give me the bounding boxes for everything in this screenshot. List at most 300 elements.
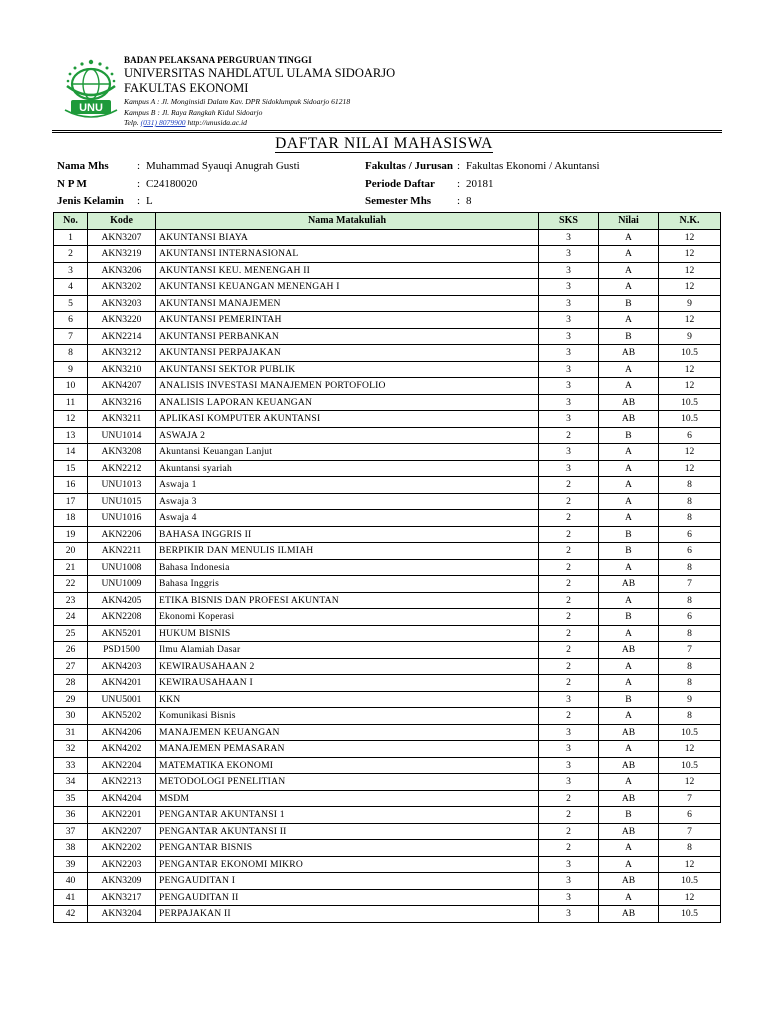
table-row bbox=[54, 724, 721, 741]
cell-kode: UNU5001 bbox=[88, 691, 156, 708]
cell-nk: 12 bbox=[659, 262, 721, 279]
cell-nilai: AB bbox=[599, 394, 659, 411]
cell-nk: 7 bbox=[659, 823, 721, 840]
cell-kode: AKN4201 bbox=[88, 675, 156, 692]
student-info-right bbox=[365, 158, 600, 211]
table-row bbox=[54, 642, 721, 659]
table-row bbox=[54, 840, 721, 857]
cell-nilai: B bbox=[599, 526, 659, 543]
cell-kode: AKN2202 bbox=[88, 840, 156, 857]
cell-nilai: A bbox=[599, 774, 659, 791]
letterhead bbox=[124, 54, 395, 129]
cell-nama: AKUNTANSI PERBANKAN bbox=[156, 328, 539, 345]
cell-sks: 3 bbox=[539, 312, 599, 329]
cell-no: 19 bbox=[54, 526, 88, 543]
fakultas-value: Fakultas Ekonomi / Akuntansi bbox=[466, 160, 600, 172]
cell-kode: AKN2208 bbox=[88, 609, 156, 626]
cell-kode: AKN3210 bbox=[88, 361, 156, 378]
cell-no: 15 bbox=[54, 460, 88, 477]
cell-no: 25 bbox=[54, 625, 88, 642]
cell-sks: 3 bbox=[539, 741, 599, 758]
website-text[interactable]: http://unusida.ac.id bbox=[187, 118, 247, 127]
cell-nk: 12 bbox=[659, 312, 721, 329]
cell-sks: 2 bbox=[539, 543, 599, 560]
table-row bbox=[54, 295, 721, 312]
info-row-npm: N P M : C24180020 bbox=[57, 176, 300, 194]
cell-sks: 3 bbox=[539, 889, 599, 906]
cell-nilai: A bbox=[599, 477, 659, 494]
cell-nk: 12 bbox=[659, 444, 721, 461]
cell-nama: HUKUM BISNIS bbox=[156, 625, 539, 642]
table-row bbox=[54, 543, 721, 560]
cell-nilai: AB bbox=[599, 873, 659, 890]
cell-nama: AKUNTANSI KEUANGAN MENENGAH I bbox=[156, 279, 539, 296]
cell-nilai: AB bbox=[599, 757, 659, 774]
cell-nilai: A bbox=[599, 856, 659, 873]
cell-no: 38 bbox=[54, 840, 88, 857]
cell-no: 3 bbox=[54, 262, 88, 279]
cell-kode: AKN3209 bbox=[88, 873, 156, 890]
cell-nilai: AB bbox=[599, 790, 659, 807]
table-row bbox=[54, 576, 721, 593]
cell-nilai: A bbox=[599, 262, 659, 279]
cell-nk: 7 bbox=[659, 576, 721, 593]
cell-sks: 3 bbox=[539, 361, 599, 378]
table-row bbox=[54, 477, 721, 494]
table-row bbox=[54, 559, 721, 576]
cell-nk: 12 bbox=[659, 774, 721, 791]
header-kode: Kode bbox=[88, 213, 156, 230]
telp-label: Telp. bbox=[124, 118, 139, 127]
info-row-semester: Semester Mhs : 8 bbox=[365, 193, 600, 211]
cell-nk: 9 bbox=[659, 691, 721, 708]
table-row bbox=[54, 889, 721, 906]
cell-no: 33 bbox=[54, 757, 88, 774]
cell-sks: 2 bbox=[539, 592, 599, 609]
cell-nama: APLIKASI KOMPUTER AKUNTANSI bbox=[156, 411, 539, 428]
cell-no: 41 bbox=[54, 889, 88, 906]
cell-nama: PENGAUDITAN II bbox=[156, 889, 539, 906]
fakultas-label: Fakultas / Jurusan bbox=[365, 160, 454, 172]
table-row bbox=[54, 790, 721, 807]
table-row bbox=[54, 361, 721, 378]
cell-sks: 3 bbox=[539, 856, 599, 873]
cell-nama: ANALISIS INVESTASI MANAJEMEN PORTOFOLIO bbox=[156, 378, 539, 395]
cell-sks: 2 bbox=[539, 807, 599, 824]
cell-nk: 8 bbox=[659, 592, 721, 609]
cell-nilai: AB bbox=[599, 411, 659, 428]
cell-nk: 6 bbox=[659, 807, 721, 824]
cell-nama: KEWIRAUSAHAAN 2 bbox=[156, 658, 539, 675]
cell-nk: 9 bbox=[659, 295, 721, 312]
cell-nama: PERPAJAKAN II bbox=[156, 906, 539, 923]
cell-no: 17 bbox=[54, 493, 88, 510]
cell-nilai: AB bbox=[599, 823, 659, 840]
cell-sks: 3 bbox=[539, 444, 599, 461]
cell-kode: AKN3219 bbox=[88, 246, 156, 263]
table-row bbox=[54, 493, 721, 510]
header-nama: Nama Matakuliah bbox=[156, 213, 539, 230]
cell-nama: KEWIRAUSAHAAN I bbox=[156, 675, 539, 692]
cell-nilai: A bbox=[599, 889, 659, 906]
cell-no: 5 bbox=[54, 295, 88, 312]
semester-label: Semester Mhs bbox=[365, 195, 432, 207]
cell-kode: AKN2207 bbox=[88, 823, 156, 840]
cell-no: 39 bbox=[54, 856, 88, 873]
cell-nilai: A bbox=[599, 460, 659, 477]
cell-no: 34 bbox=[54, 774, 88, 791]
cell-nilai: A bbox=[599, 840, 659, 857]
cell-nk: 6 bbox=[659, 427, 721, 444]
cell-nama: AKUNTANSI PERPAJAKAN bbox=[156, 345, 539, 362]
cell-nilai: A bbox=[599, 444, 659, 461]
cell-nama: MATEMATIKA EKONOMI bbox=[156, 757, 539, 774]
cell-nama: AKUNTANSI PEMERINTAH bbox=[156, 312, 539, 329]
table-row bbox=[54, 741, 721, 758]
table-row bbox=[54, 444, 721, 461]
cell-kode: AKN4207 bbox=[88, 378, 156, 395]
cell-nk: 6 bbox=[659, 609, 721, 626]
contact-line bbox=[124, 118, 395, 129]
cell-sks: 2 bbox=[539, 658, 599, 675]
jk-label: Jenis Kelamin bbox=[57, 195, 124, 207]
cell-sks: 3 bbox=[539, 411, 599, 428]
cell-nama: MSDM bbox=[156, 790, 539, 807]
cell-no: 24 bbox=[54, 609, 88, 626]
agency-name: BADAN PELAKSANA PERGURUAN TINGGI bbox=[124, 55, 312, 65]
cell-no: 13 bbox=[54, 427, 88, 444]
cell-kode: AKN3203 bbox=[88, 295, 156, 312]
info-row-fakultas: Fakultas / Jurusan : Fakultas Ekonomi / Akuntansi bbox=[365, 158, 600, 176]
table-row bbox=[54, 427, 721, 444]
university-name: UNIVERSITAS NAHDLATUL ULAMA SIDOARJO bbox=[124, 66, 396, 80]
cell-nk: 8 bbox=[659, 658, 721, 675]
table-row bbox=[54, 906, 721, 923]
cell-nilai: A bbox=[599, 510, 659, 527]
info-row-periode: Periode Daftar : 20181 bbox=[365, 176, 600, 194]
table-row bbox=[54, 708, 721, 725]
cell-nama: Akuntansi syariah bbox=[156, 460, 539, 477]
cell-nama: Akuntansi Keuangan Lanjut bbox=[156, 444, 539, 461]
header-divider-top bbox=[52, 130, 722, 131]
cell-sks: 3 bbox=[539, 394, 599, 411]
cell-sks: 2 bbox=[539, 609, 599, 626]
cell-nama: AKUNTANSI KEU. MENENGAH II bbox=[156, 262, 539, 279]
cell-sks: 2 bbox=[539, 642, 599, 659]
page-title-text: DAFTAR NILAI MAHASISWA bbox=[275, 135, 493, 152]
cell-no: 7 bbox=[54, 328, 88, 345]
jk-value: L bbox=[146, 195, 153, 207]
cell-no: 21 bbox=[54, 559, 88, 576]
cell-nilai: AB bbox=[599, 642, 659, 659]
cell-sks: 3 bbox=[539, 262, 599, 279]
cell-sks: 2 bbox=[539, 625, 599, 642]
cell-nama: ETIKA BISNIS DAN PROFESI AKUNTAN bbox=[156, 592, 539, 609]
cell-nk: 10.5 bbox=[659, 757, 721, 774]
cell-nilai: A bbox=[599, 741, 659, 758]
cell-kode: AKN5202 bbox=[88, 708, 156, 725]
cell-no: 23 bbox=[54, 592, 88, 609]
cell-nk: 12 bbox=[659, 229, 721, 246]
cell-nk: 9 bbox=[659, 328, 721, 345]
cell-kode: AKN4202 bbox=[88, 741, 156, 758]
cell-kode: AKN3204 bbox=[88, 906, 156, 923]
cell-kode: UNU1014 bbox=[88, 427, 156, 444]
cell-no: 32 bbox=[54, 741, 88, 758]
cell-kode: AKN2206 bbox=[88, 526, 156, 543]
cell-nk: 8 bbox=[659, 477, 721, 494]
cell-sks: 3 bbox=[539, 873, 599, 890]
cell-sks: 3 bbox=[539, 460, 599, 477]
cell-kode: AKN5201 bbox=[88, 625, 156, 642]
cell-kode: UNU1015 bbox=[88, 493, 156, 510]
cell-sks: 2 bbox=[539, 790, 599, 807]
cell-nk: 8 bbox=[659, 708, 721, 725]
cell-kode: AKN3212 bbox=[88, 345, 156, 362]
table-row bbox=[54, 526, 721, 543]
cell-kode: UNU1016 bbox=[88, 510, 156, 527]
table-row bbox=[54, 658, 721, 675]
cell-nama: MANAJEMEN KEUANGAN bbox=[156, 724, 539, 741]
cell-no: 1 bbox=[54, 229, 88, 246]
cell-nama: AKUNTANSI BIAYA bbox=[156, 229, 539, 246]
cell-nama: MANAJEMEN PEMASARAN bbox=[156, 741, 539, 758]
cell-no: 9 bbox=[54, 361, 88, 378]
cell-nilai: A bbox=[599, 229, 659, 246]
cell-sks: 2 bbox=[539, 526, 599, 543]
table-row bbox=[54, 757, 721, 774]
cell-nilai: A bbox=[599, 246, 659, 263]
table-row bbox=[54, 774, 721, 791]
cell-no: 37 bbox=[54, 823, 88, 840]
cell-nilai: B bbox=[599, 691, 659, 708]
cell-nama: Bahasa Inggris bbox=[156, 576, 539, 593]
cell-sks: 2 bbox=[539, 708, 599, 725]
cell-sks: 3 bbox=[539, 246, 599, 263]
cell-kode: AKN4206 bbox=[88, 724, 156, 741]
cell-no: 20 bbox=[54, 543, 88, 560]
table-row bbox=[54, 856, 721, 873]
cell-kode: UNU1008 bbox=[88, 559, 156, 576]
table-row bbox=[54, 246, 721, 263]
cell-nk: 12 bbox=[659, 378, 721, 395]
cell-nk: 6 bbox=[659, 543, 721, 560]
cell-nilai: B bbox=[599, 295, 659, 312]
cell-nilai: A bbox=[599, 592, 659, 609]
cell-kode: PSD1500 bbox=[88, 642, 156, 659]
cell-nilai: A bbox=[599, 625, 659, 642]
cell-nama: BERPIKIR DAN MENULIS ILMIAH bbox=[156, 543, 539, 560]
cell-nilai: A bbox=[599, 493, 659, 510]
cell-sks: 3 bbox=[539, 345, 599, 362]
page-title bbox=[0, 134, 768, 154]
cell-no: 30 bbox=[54, 708, 88, 725]
cell-nilai: A bbox=[599, 361, 659, 378]
cell-nama: BAHASA INGGRIS II bbox=[156, 526, 539, 543]
cell-no: 14 bbox=[54, 444, 88, 461]
cell-sks: 2 bbox=[539, 576, 599, 593]
cell-nk: 10.5 bbox=[659, 906, 721, 923]
cell-nilai: B bbox=[599, 328, 659, 345]
table-row bbox=[54, 394, 721, 411]
cell-nama: PENGANTAR AKUNTANSI II bbox=[156, 823, 539, 840]
cell-nk: 7 bbox=[659, 642, 721, 659]
cell-sks: 3 bbox=[539, 774, 599, 791]
cell-nama: Komunikasi Bisnis bbox=[156, 708, 539, 725]
info-row-nama: Nama Mhs : Muhammad Syauqi Anugrah Gusti bbox=[57, 158, 300, 176]
cell-nk: 8 bbox=[659, 625, 721, 642]
cell-kode: AKN4203 bbox=[88, 658, 156, 675]
grades-table bbox=[53, 212, 721, 923]
cell-nama: METODOLOGI PENELITIAN bbox=[156, 774, 539, 791]
cell-no: 4 bbox=[54, 279, 88, 296]
cell-no: 22 bbox=[54, 576, 88, 593]
cell-nama: AKUNTANSI INTERNASIONAL bbox=[156, 246, 539, 263]
cell-no: 40 bbox=[54, 873, 88, 890]
cell-sks: 2 bbox=[539, 559, 599, 576]
cell-no: 42 bbox=[54, 906, 88, 923]
cell-sks: 2 bbox=[539, 823, 599, 840]
cell-sks: 2 bbox=[539, 840, 599, 857]
cell-sks: 2 bbox=[539, 675, 599, 692]
table-row bbox=[54, 229, 721, 246]
cell-sks: 2 bbox=[539, 493, 599, 510]
periode-label: Periode Daftar bbox=[365, 177, 435, 190]
cell-nama: KKN bbox=[156, 691, 539, 708]
cell-kode: AKN3217 bbox=[88, 889, 156, 906]
cell-nk: 7 bbox=[659, 790, 721, 807]
cell-nk: 10.5 bbox=[659, 345, 721, 362]
nama-value: Muhammad Syauqi Anugrah Gusti bbox=[146, 160, 300, 172]
cell-nama: Bahasa Indonesia bbox=[156, 559, 539, 576]
npm-value: C24180020 bbox=[146, 177, 198, 190]
table-row bbox=[54, 625, 721, 642]
cell-nilai: A bbox=[599, 312, 659, 329]
table-row bbox=[54, 823, 721, 840]
university-logo bbox=[62, 56, 120, 122]
cell-nama: ASWAJA 2 bbox=[156, 427, 539, 444]
cell-nk: 12 bbox=[659, 741, 721, 758]
cell-kode: AKN3202 bbox=[88, 279, 156, 296]
cell-no: 18 bbox=[54, 510, 88, 527]
student-info-left bbox=[57, 158, 300, 211]
cell-no: 8 bbox=[54, 345, 88, 362]
cell-kode: AKN3206 bbox=[88, 262, 156, 279]
campus-a-address: Kampus A : Jl. Monginsidi Dalam Kav. DPR Sidoklumpuk Sidoarjo 61218 bbox=[124, 97, 351, 106]
cell-kode: AKN2201 bbox=[88, 807, 156, 824]
cell-nk: 8 bbox=[659, 510, 721, 527]
nama-label: Nama Mhs bbox=[57, 160, 109, 172]
cell-sks: 2 bbox=[539, 427, 599, 444]
table-row bbox=[54, 510, 721, 527]
table-row bbox=[54, 691, 721, 708]
cell-no: 10 bbox=[54, 378, 88, 395]
cell-kode: AKN3216 bbox=[88, 394, 156, 411]
cell-nama: Aswaja 3 bbox=[156, 493, 539, 510]
cell-sks: 2 bbox=[539, 510, 599, 527]
cell-nk: 10.5 bbox=[659, 411, 721, 428]
cell-nama: ANALISIS LAPORAN KEUANGAN bbox=[156, 394, 539, 411]
cell-nk: 10.5 bbox=[659, 724, 721, 741]
cell-no: 28 bbox=[54, 675, 88, 692]
cell-nk: 12 bbox=[659, 361, 721, 378]
cell-sks: 3 bbox=[539, 906, 599, 923]
table-row bbox=[54, 378, 721, 395]
cell-nilai: B bbox=[599, 427, 659, 444]
cell-nk: 12 bbox=[659, 460, 721, 477]
cell-no: 27 bbox=[54, 658, 88, 675]
cell-kode: AKN2214 bbox=[88, 328, 156, 345]
campus-b-address: Kampus B : Jl. Raya Rangkah Kidul Sidoarjo bbox=[124, 107, 263, 117]
cell-kode: AKN2204 bbox=[88, 757, 156, 774]
table-row bbox=[54, 460, 721, 477]
cell-nk: 12 bbox=[659, 246, 721, 263]
cell-nk: 12 bbox=[659, 889, 721, 906]
cell-sks: 3 bbox=[539, 691, 599, 708]
cell-nilai: B bbox=[599, 807, 659, 824]
table-row bbox=[54, 592, 721, 609]
cell-nama: Ekonomi Koperasi bbox=[156, 609, 539, 626]
cell-nk: 8 bbox=[659, 675, 721, 692]
header-nilai: Nilai bbox=[599, 213, 659, 230]
table-row bbox=[54, 345, 721, 362]
cell-nk: 8 bbox=[659, 840, 721, 857]
table-header-row bbox=[54, 213, 721, 230]
cell-nama: PENGANTAR AKUNTANSI 1 bbox=[156, 807, 539, 824]
telp-link[interactable]: (031) 8079900 bbox=[140, 118, 186, 127]
cell-nilai: A bbox=[599, 658, 659, 675]
cell-no: 36 bbox=[54, 807, 88, 824]
table-row bbox=[54, 873, 721, 890]
table-row bbox=[54, 279, 721, 296]
cell-nk: 10.5 bbox=[659, 394, 721, 411]
cell-nk: 8 bbox=[659, 559, 721, 576]
cell-nama: PENGAUDITAN I bbox=[156, 873, 539, 890]
cell-nilai: A bbox=[599, 378, 659, 395]
cell-kode: AKN4204 bbox=[88, 790, 156, 807]
cell-nilai: A bbox=[599, 675, 659, 692]
cell-nilai: AB bbox=[599, 724, 659, 741]
cell-kode: AKN3207 bbox=[88, 229, 156, 246]
cell-nilai: A bbox=[599, 559, 659, 576]
cell-no: 29 bbox=[54, 691, 88, 708]
table-row bbox=[54, 312, 721, 329]
cell-no: 11 bbox=[54, 394, 88, 411]
table-row bbox=[54, 807, 721, 824]
cell-kode: UNU1009 bbox=[88, 576, 156, 593]
cell-nk: 12 bbox=[659, 279, 721, 296]
cell-nama: AKUNTANSI SEKTOR PUBLIK bbox=[156, 361, 539, 378]
cell-sks: 3 bbox=[539, 229, 599, 246]
cell-nilai: AB bbox=[599, 345, 659, 362]
cell-no: 26 bbox=[54, 642, 88, 659]
cell-no: 2 bbox=[54, 246, 88, 263]
cell-nilai: A bbox=[599, 708, 659, 725]
cell-nama: Ilmu Alamiah Dasar bbox=[156, 642, 539, 659]
cell-nk: 12 bbox=[659, 856, 721, 873]
periode-value: 20181 bbox=[466, 177, 494, 190]
cell-no: 6 bbox=[54, 312, 88, 329]
cell-nama: PENGANTAR EKONOMI MIKRO bbox=[156, 856, 539, 873]
cell-nama: Aswaja 4 bbox=[156, 510, 539, 527]
header-no: No. bbox=[54, 213, 88, 230]
cell-nama: PENGANTAR BISNIS bbox=[156, 840, 539, 857]
table-row bbox=[54, 675, 721, 692]
cell-sks: 3 bbox=[539, 279, 599, 296]
header-nk: N.K. bbox=[659, 213, 721, 230]
cell-kode: AKN2203 bbox=[88, 856, 156, 873]
cell-nilai: AB bbox=[599, 906, 659, 923]
